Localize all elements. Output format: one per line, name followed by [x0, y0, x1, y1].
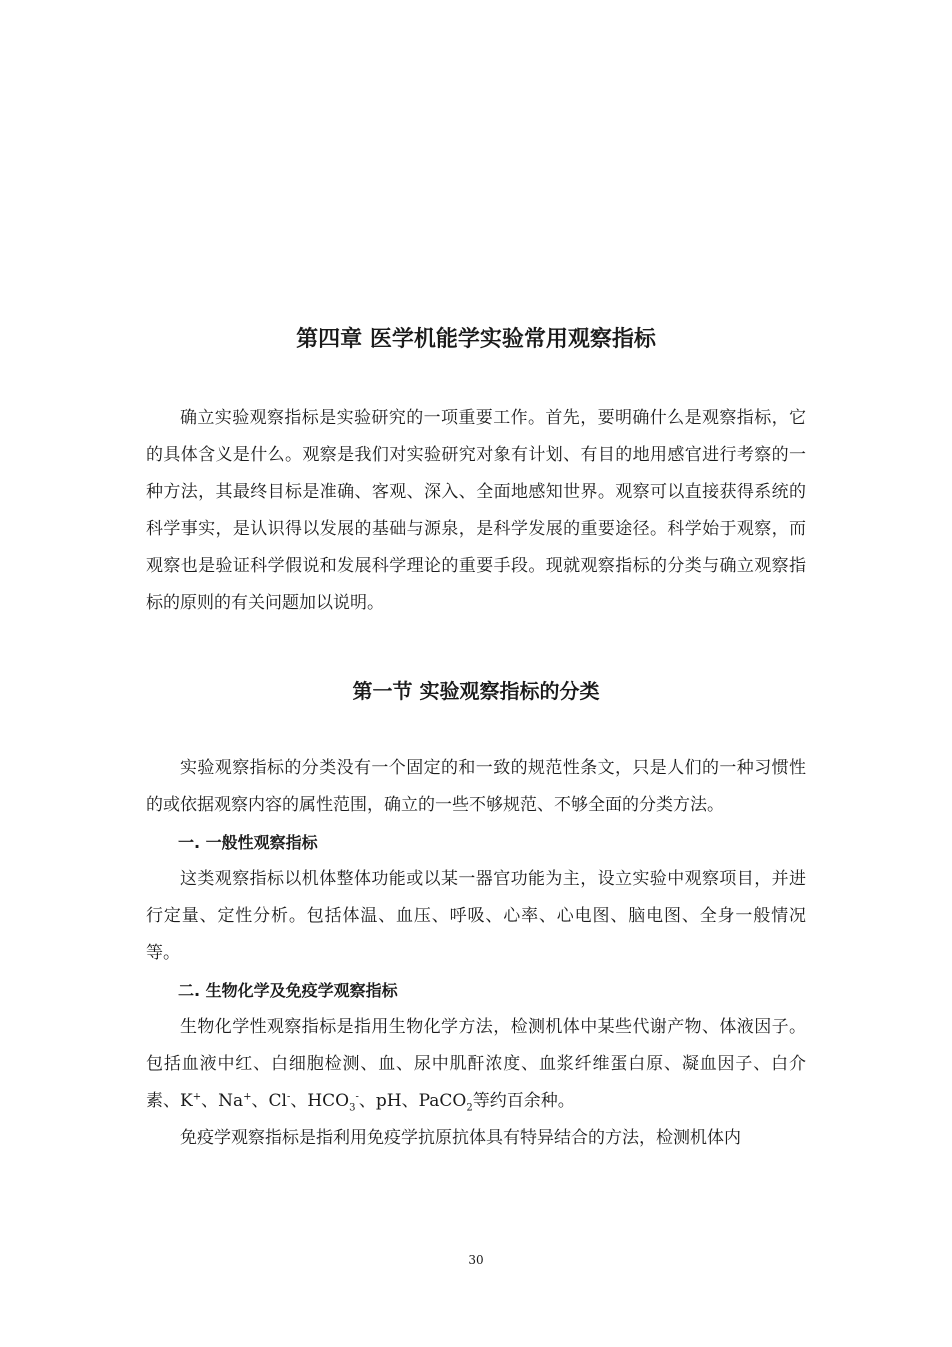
subsection-heading-biochem: 二. 生物化学及免疫学观察指标: [178, 981, 398, 1000]
biochem-sep-1: 、Na: [201, 1091, 244, 1111]
hco3-subscript: 3: [349, 1102, 356, 1114]
page-number: 30: [468, 1253, 484, 1267]
chapter-title: 第四章 医学机能学实验常用观察指标: [296, 327, 656, 352]
subsection-paragraph-immuno: 免疫学观察指标是指利用免疫学抗原抗体具有特异结合的方法，检测机体内: [180, 1128, 741, 1148]
subsection-paragraph-general: 这类观察指标以机体整体功能或以某一器官功能为主，设立实验中观察项目，并进行定量、定性分析。包括体温、血压、呼吸、心率、心电图、脑电图、全身一般情况等。: [146, 869, 806, 963]
biochem-sep-2: 、Cl: [251, 1091, 287, 1111]
section-intro-paragraph: 实验观察指标的分类没有一个固定的和一致的规范性条文，只是人们的一种习惯性的或依据观察内容的属性范围，确立的一些不够规范、不够全面的分类方法。: [146, 758, 806, 815]
biochem-text-part2: 等约百余种。: [472, 1091, 575, 1111]
subsection-paragraph-biochem: [146, 1009, 806, 1120]
biochem-text-part1: 生物化学性观察指标是指用生物化学方法，检测机体中某些代谢产物、体液因子。包括血液中红、白细胞检测、血、尿中肌酐浓度、血浆纤维蛋白原、凝血因子、白介素、K: [146, 1017, 806, 1111]
paco2-subscript: 2: [466, 1102, 473, 1114]
section-body-block: [146, 750, 806, 1157]
biochem-sep-4: 、pH、PaCO: [358, 1091, 467, 1111]
na-ion-charge: +: [243, 1091, 252, 1103]
section-title: 第一节 实验观察指标的分类: [352, 679, 600, 703]
hco3-charge: -: [355, 1091, 359, 1103]
biochem-sep-3: 、HCO: [290, 1091, 350, 1111]
subsection-heading-general: 一. 一般性观察指标: [178, 833, 318, 852]
cl-ion-charge: -: [286, 1091, 291, 1103]
chapter-intro-block: [146, 400, 806, 622]
chapter-intro-paragraph: 确立实验观察指标是实验研究的一项重要工作。首先，要明确什么是观察指标，它的具体含义是什么。观察是我们对实验研究对象有计划、有目的地用感官进行考察的一种方法，其最终目标是准确、客观、深入、全面地感知世界。观察可以直接获得系统的科学事实，是认识得以发展的基础与源泉，是科学发展的重要途径。科学始于观察，而观察也是验证科学假说和发展科学理论的重要手段。现就观察指标的分类与确立观察指标的原则的有关问题加以说明。: [146, 408, 806, 613]
k-ion-charge: +: [192, 1091, 202, 1103]
